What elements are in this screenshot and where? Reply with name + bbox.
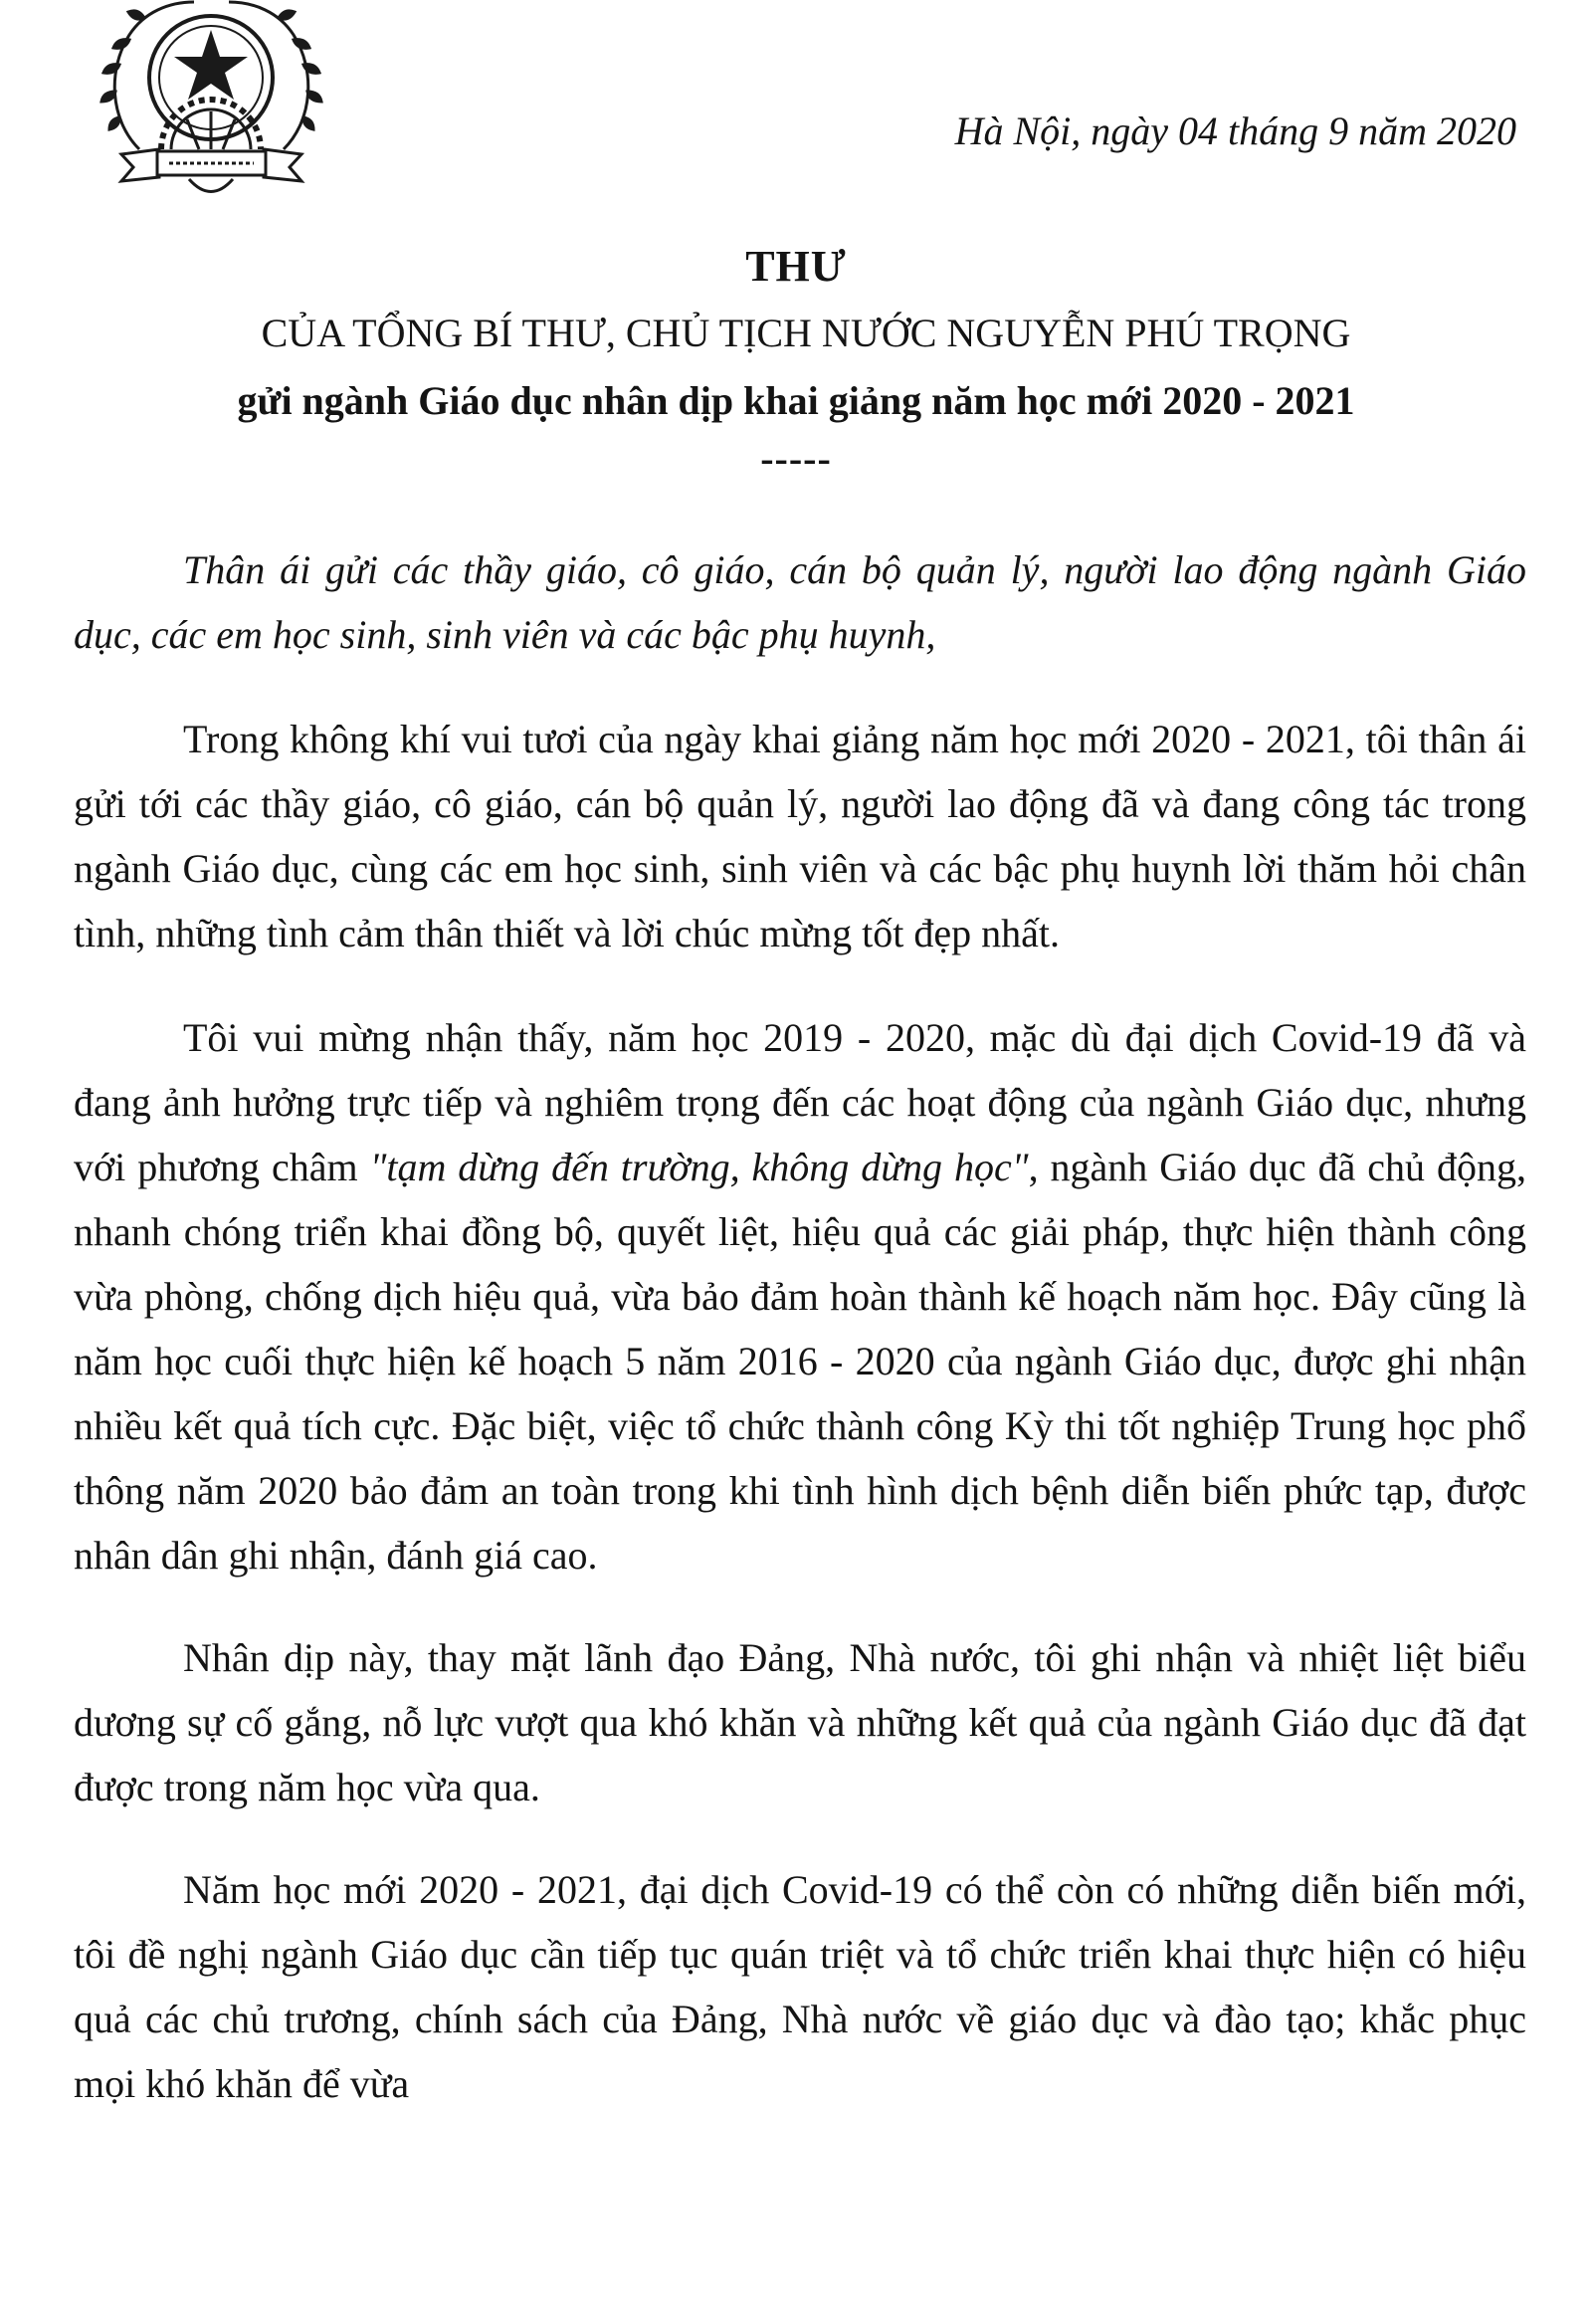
paragraph-2-before-quote: Tôi vui mừng nhận thấy, năm học 2019 - 2020, mặc dù đại dịch Covid-19 đã và đang ảnh hưởng trực tiếp và nghiêm trọng đến các hoạt động của ngành Giáo dục, nhưng với phương châm xyxy=(74,1015,1526,1189)
paragraph-2-quote: "tạm dừng đến trường, không dừng học" xyxy=(369,1145,1029,1189)
paragraph-2 xyxy=(74,1005,1526,1587)
paragraph-2-after-quote: , ngành Giáo dục đã chủ động, nhanh chóng triển khai đồng bộ, quyết liệt, hiệu quả các giải pháp, thực hiện thành công vừa phòng, chống dịch hiệu quả, vừa bảo đảm hoàn thành kế hoạch năm học. Đây cũng là năm học cuối thực hiện kế hoạch 5 năm 2016 - 2020 của ngành Giáo dục, được ghi nhận nhiều kết quả tích cực. Đặc biệt, việc tổ chức thành công Kỳ thi tốt nghiệp Trung học phổ thông năm 2020 bảo đảm an toàn trong khi tình hình dịch bệnh diễn biến phức tạp, được nhân dân ghi nhận, đánh giá cao. xyxy=(74,1145,1526,1578)
letter-purpose-line: gửi ngành Giáo dục nhân dịp khai giảng năm học mới 2020 - 2021 xyxy=(237,378,1355,423)
letter-author-line: CỦA TỔNG BÍ THƯ, CHỦ TỊCH NƯỚC NGUYỄN PHÚ TRỌNG xyxy=(261,311,1351,355)
heading-separator: ----- xyxy=(760,436,832,481)
national-emblem-icon xyxy=(100,0,323,211)
paragraph-1: Trong không khí vui tươi của ngày khai giảng năm học mới 2020 - 2021, tôi thân ái gửi tới các thầy giáo, cô giáo, cán bộ quản lý, người lao động đã và đang công tác trong ngành Giáo dục, cùng các em học sinh, sinh viên và các bậc phụ huynh lời thăm hỏi chân tình, những tình cảm thân thiết và lời chúc mừng tốt đẹp nhất. xyxy=(74,717,1526,955)
letter-title: THƯ xyxy=(745,242,847,291)
date-line: Hà Nội, ngày 04 tháng 9 năm 2020 xyxy=(954,108,1516,153)
paragraph-4: Năm học mới 2020 - 2021, đại dịch Covid-19 có thể còn có những diễn biến mới, tôi đề nghị ngành Giáo dục cần tiếp tục quán triệt và tổ chức triển khai thực hiện có hiệu quả các chủ trương, chính sách của Đảng, Nhà nước về giáo dục và đào tạo; khắc phục mọi khó khăn để vừa xyxy=(74,1867,1526,2106)
letter-body xyxy=(74,537,1526,2116)
letter-heading xyxy=(0,235,1592,482)
paragraph-3: Nhân dịp này, thay mặt lãnh đạo Đảng, Nhà nước, tôi ghi nhận và nhiệt liệt biểu dương sự cố gắng, nỗ lực vượt qua khó khăn và những kết quả của ngành Giáo dục đã đạt được trong năm học vừa qua. xyxy=(74,1635,1526,1809)
salutation: Thân ái gửi các thầy giáo, cô giáo, cán bộ quản lý, người lao động ngành Giáo dục, các em học sinh, sinh viên và các bậc phụ huynh, xyxy=(74,547,1526,657)
